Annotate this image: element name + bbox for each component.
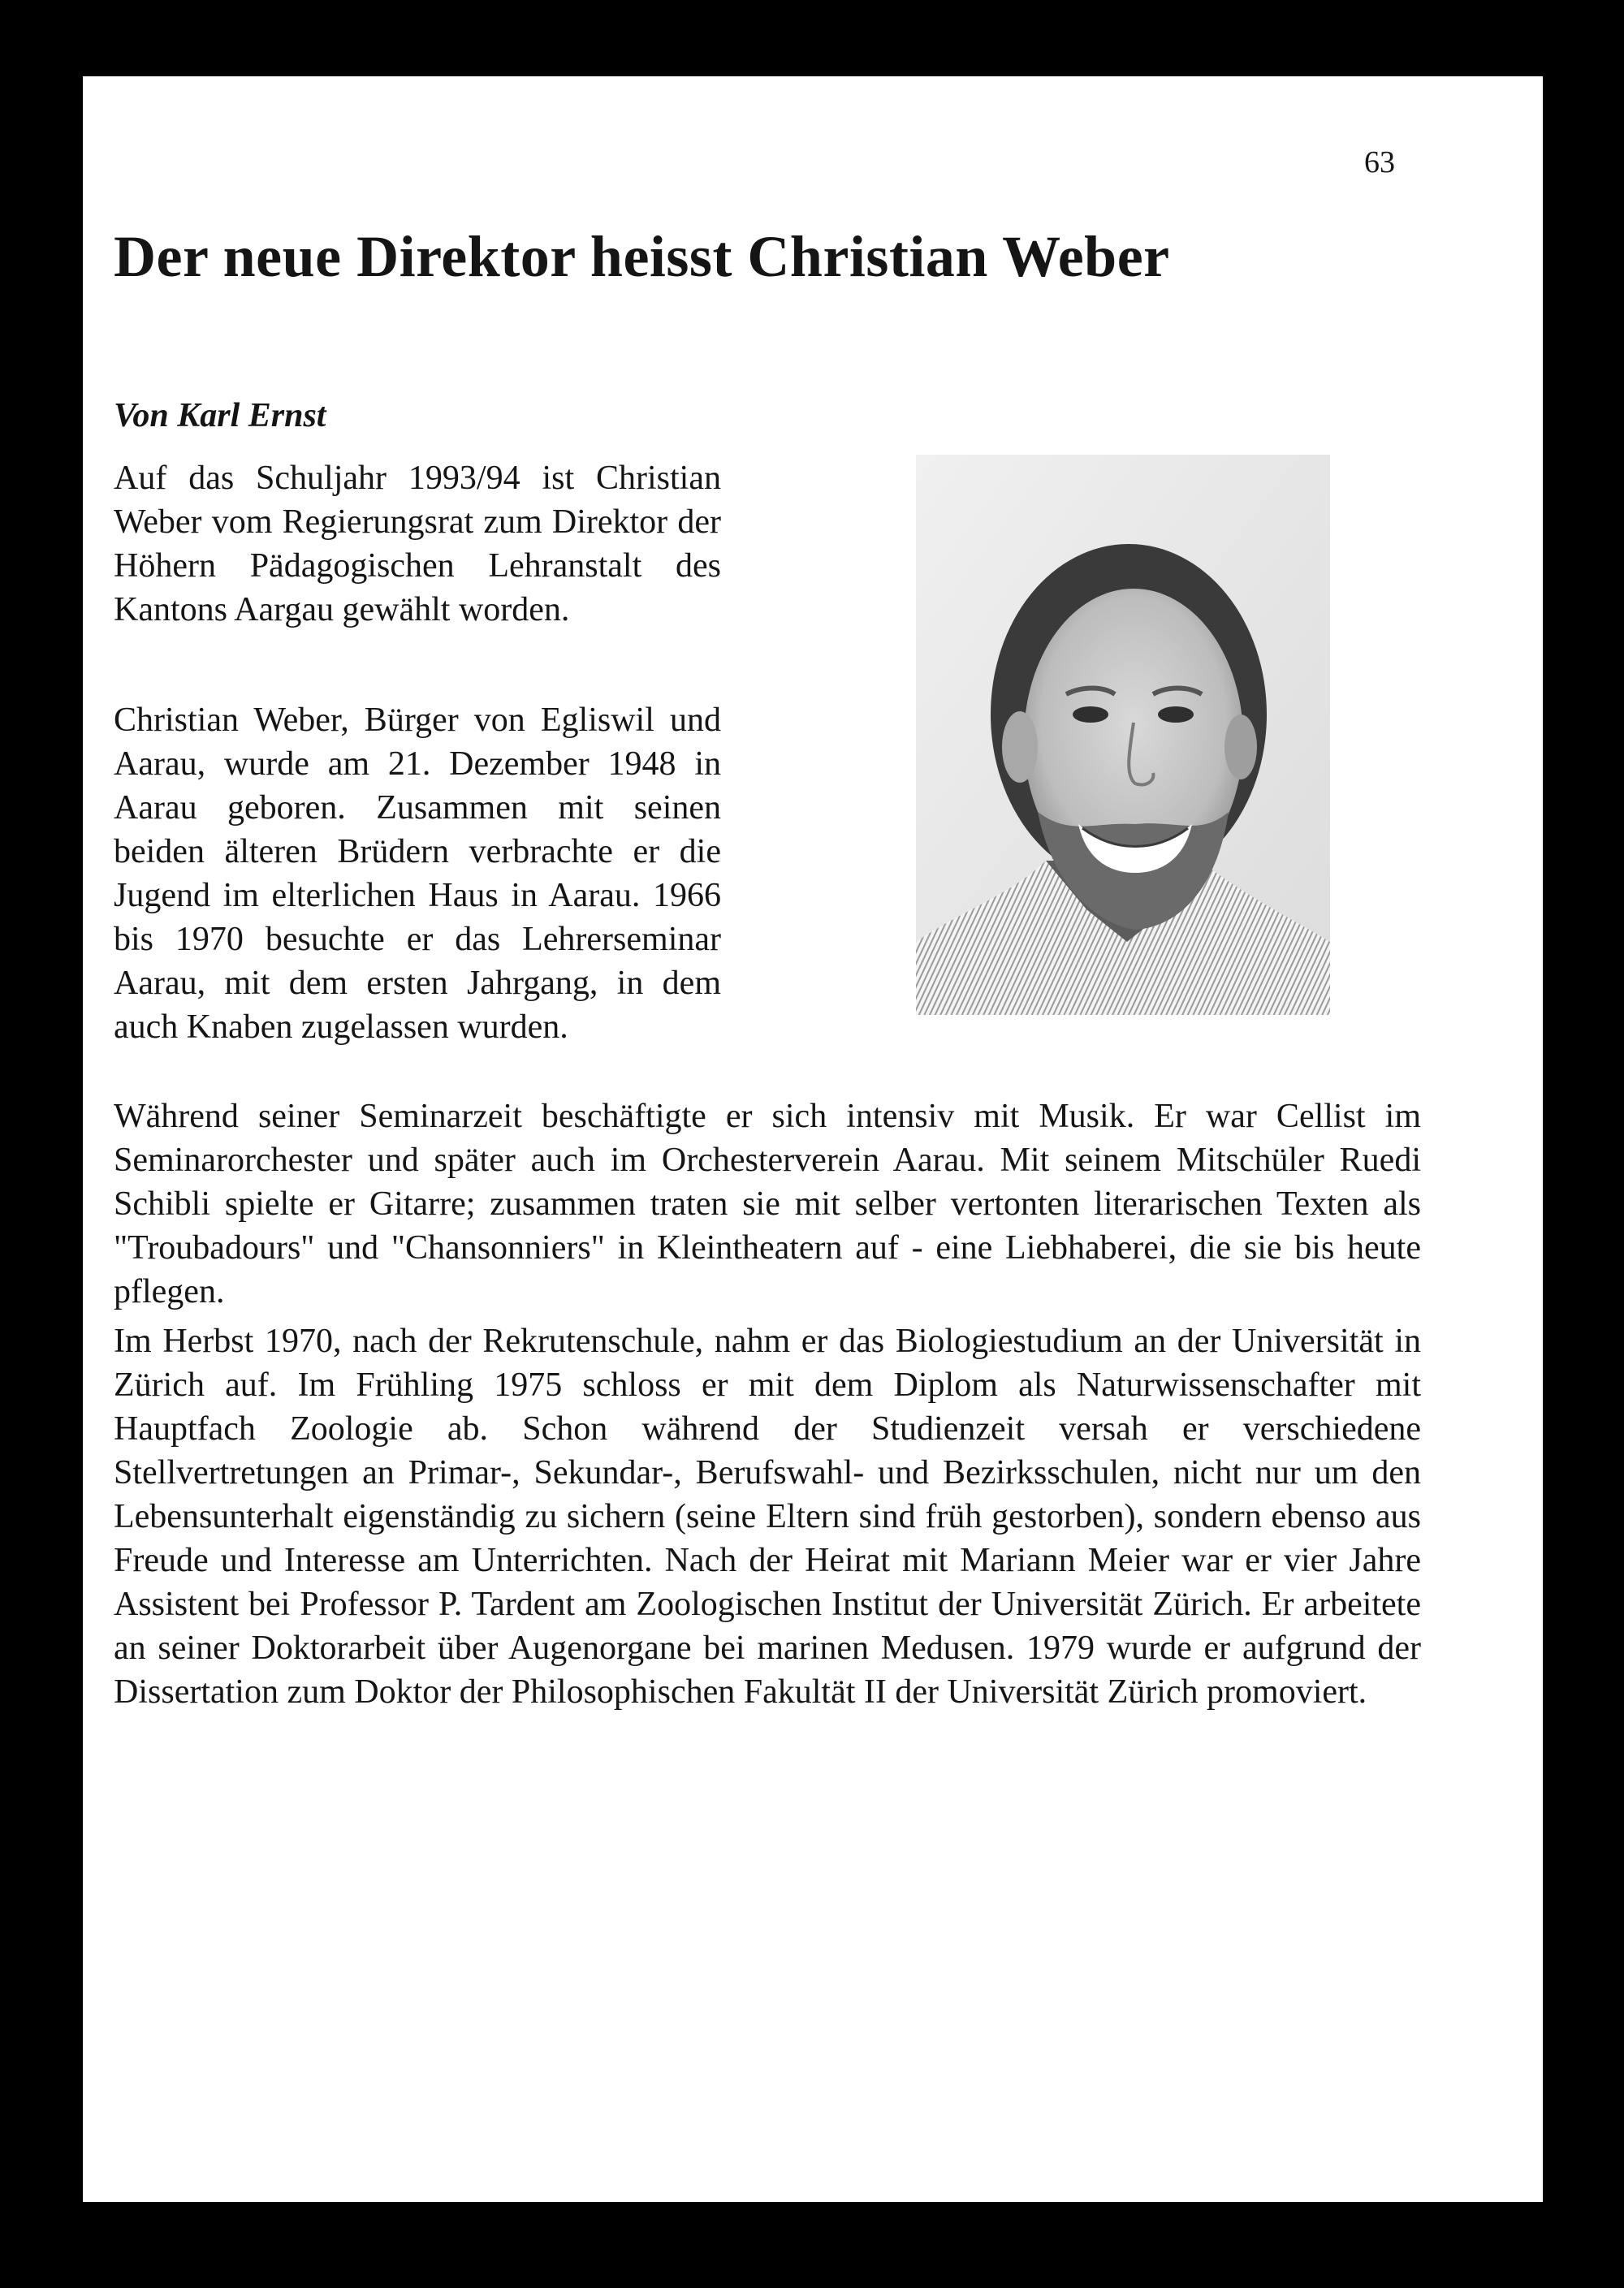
article-headline: Der neue Direktor heisst Christian Weber xyxy=(114,224,1170,289)
page-number: 63 xyxy=(1364,145,1395,179)
paragraph-biography: Christian Weber, Bürger von Egliswil und Aarau, wurde am 21. Dezember 1948 in Aarau geboren. Zusammen mit seinen beiden älteren Brüdern verbrachte er die Jugend im elterlichen Haus in Aarau. 1966 bis 1970 besuchte er das Lehrerseminar Aarau, mit dem ersten Jahrgang, in dem auch Knaben zugelassen wurden. xyxy=(114,702,721,1046)
paragraph-studies: Im Herbst 1970, nach der Rekrutenschule, nahm er das Biologiestudium an der Universität in Zürich auf. Im Frühling 1975 schloss er mit dem Diplom als Naturwissenschafter mit Hauptfach Zoologie ab. Schon während der Studienzeit versah er verschiedene Stellvertretungen an Primar-, Sekundar-, Berufswahl- und Bezirksschulen, nicht nur um den Lebensunterhalt eigenständig zu sichern (seine Eltern sind früh gestorben), sondern ebenso aus Freude und Interesse am Unterrichten. Nach der Heirat mit Mariann Meier war er vier Jahre Assistent bei Professor P. Tardent am Zoologischen Institut der Universität Zürich. Er arbeitete an seiner Doktorarbeit über Augenorgane bei marinen Medusen. 1979 wurde er aufgrund der Dissertation zum Doktor der Philosophischen Fakultät II der Universität Zürich promoviert. xyxy=(114,1323,1421,1711)
portrait-photo xyxy=(916,455,1330,1015)
author-byline: Von Karl Ernst xyxy=(114,397,326,434)
paragraph-music: Während seiner Seminarzeit beschäftigte er sich intensiv mit Musik. Er war Cellist im Seminarorchester und später auch im Orchesterverein Aarau. Mit seinem Mitschüler Ruedi Schibli spielte er Gitarre; zusammen traten sie mit selber vertonten literarischen Texten als "Troubadours" und "Chansonniers" in Kleintheatern auf - eine Liebhaberei, die sie bis heute pflegen. xyxy=(114,1098,1421,1310)
paragraph-appointment: Auf das Schuljahr 1993/94 ist Christian Weber vom Regierungsrat zum Direktor der Höhern Pädagogischen Lehranstalt des Kantons Aargau gewählt worden. xyxy=(114,460,721,628)
